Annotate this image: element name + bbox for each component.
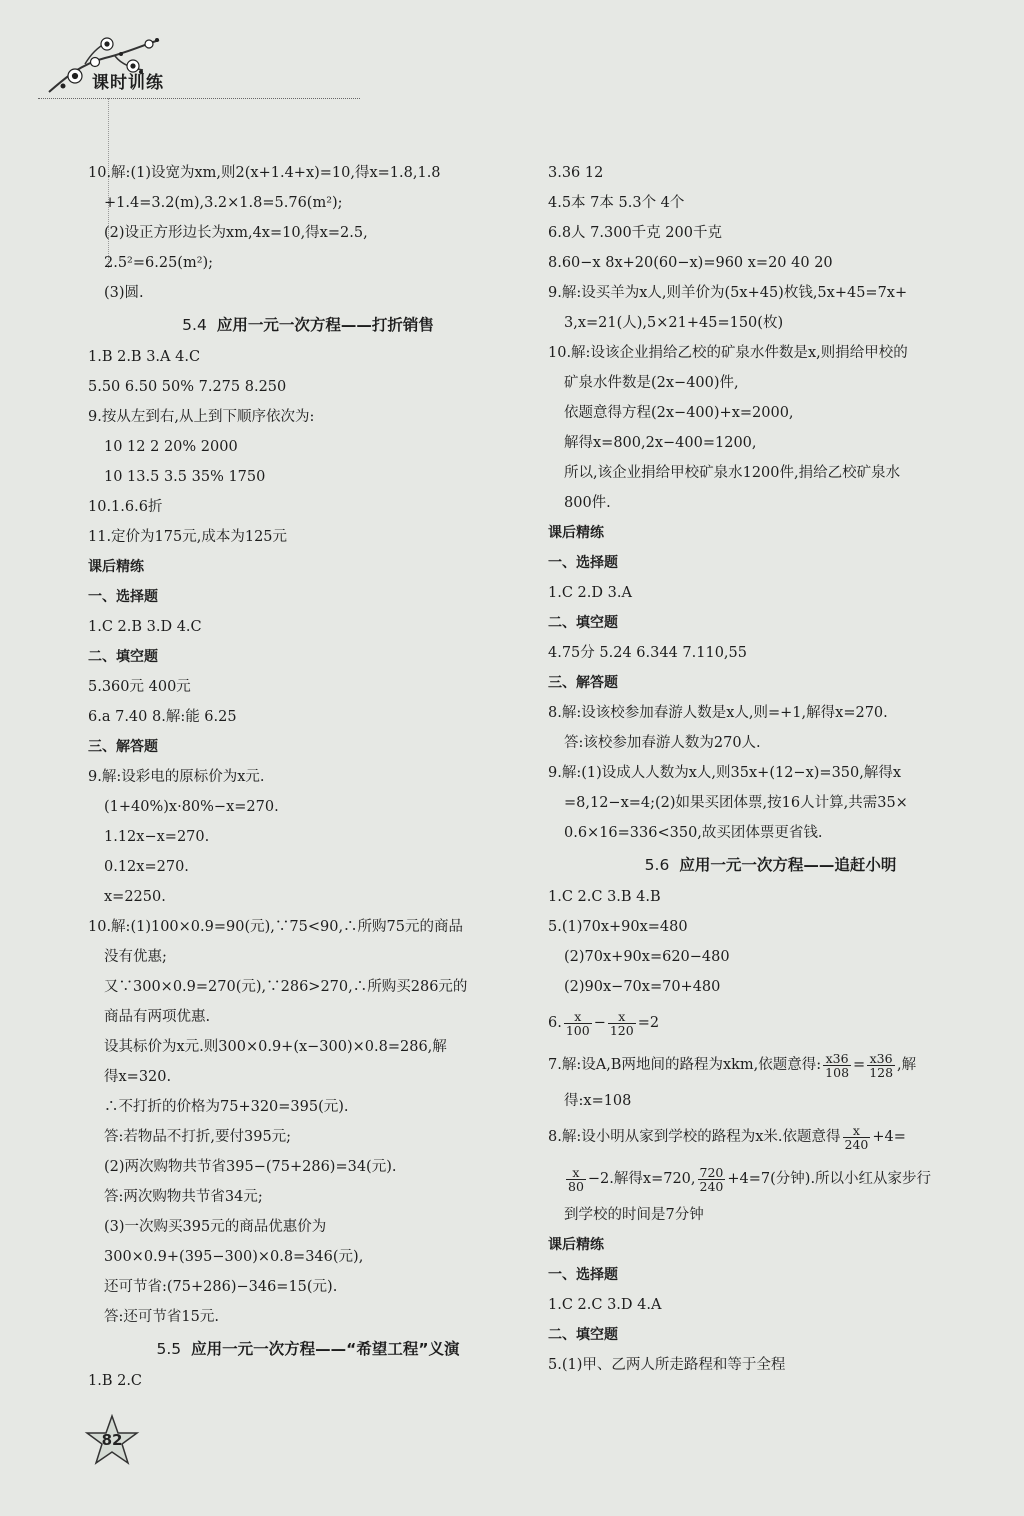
answer-line: 300×0.9+(395−300)×0.8=346(元), [104, 1249, 364, 1265]
answer-line: 10.解:(1)100×0.9=90(元),∵75<90,∴所购75元的商品 [88, 919, 464, 935]
answer-line: 5.50 6.50 50% 7.275 8.250 [88, 379, 287, 395]
section-title: 应用一元一次方程——追赶小明 [679, 856, 897, 874]
answer-line: 1.C 2.D 3.A [548, 585, 632, 601]
answer-line: 10.1.6.6折 [88, 499, 163, 515]
answer-line: 3.36 12 [548, 165, 604, 181]
answer-line: 8.60−x 8x+20(60−x)=960 x=20 40 20 [548, 255, 833, 271]
subheading: 二、填空题 [548, 615, 618, 631]
answer-line: 0.6×16=336<350,故买团体票更省钱. [564, 825, 823, 841]
header-title: 课时训练 [92, 73, 164, 93]
fraction-denominator: 240 [844, 1136, 869, 1152]
answer-line: 8.解:设该校参加春游人数是x人,则=+1,解得x=270. [548, 705, 888, 721]
answer-line: =8,12−x=4;(2)如果买团体票,按16人计算,共需35× [564, 795, 908, 811]
answer-line: 6.a 7.40 8.解:能 6.25 [88, 709, 237, 725]
answer-line: 解得x=800,2x−400=1200, [564, 435, 757, 451]
fraction-denominator: 120 [609, 1022, 634, 1038]
text-fragment: =2 [637, 1015, 660, 1031]
subheading: 课后精练 [88, 559, 144, 575]
answer-line: 1.B 2.B 3.A 4.C [88, 349, 201, 365]
answer-line: 10.解:设该企业捐给乙校的矿泉水件数是x,则捐给甲校的 [548, 345, 908, 361]
answer-line: 1.C 2.B 3.D 4.C [88, 619, 202, 635]
section-heading-5-6 [548, 850, 993, 880]
answer-line: 5.(1)70x+90x=480 [548, 919, 688, 935]
answer-line: 所以,该企业捐给甲校矿泉水1200件,捐给乙校矿泉水 [564, 465, 901, 481]
answer-line: 商品有两项优惠. [104, 1009, 211, 1025]
subheading: 一、选择题 [88, 589, 158, 605]
answer-line: 得x=320. [104, 1069, 172, 1085]
answer-line-fraction [548, 1044, 993, 1086]
answer-line: 到学校的时间是7分钟 [564, 1207, 704, 1223]
answer-line: 9.按从左到右,从上到下顺序依次为: [88, 409, 315, 425]
answer-line: x=2250. [104, 889, 166, 905]
answer-line: 2.5²=6.25(m²); [104, 255, 214, 271]
fraction [698, 1166, 726, 1193]
fraction-numerator: x36 [823, 1052, 851, 1066]
fraction [566, 1166, 586, 1193]
answer-line: 答:若物品不打折,要付395元; [104, 1129, 292, 1145]
text-fragment: −2.解得x=720, [587, 1171, 696, 1187]
answer-line: (2)设正方形边长为xm,4x=10,得x=2.5, [104, 225, 368, 241]
section-number: 5.4 [182, 316, 207, 334]
text-fragment: ,解 [897, 1057, 917, 1073]
text-fragment: +4= [872, 1129, 906, 1145]
answer-line-fraction [548, 1158, 993, 1200]
fraction-numerator: x [608, 1010, 636, 1024]
answer-line: (2)两次购物共节省395−(75+286)=34(元). [104, 1159, 397, 1175]
section-heading-5-4 [88, 310, 528, 340]
answer-line: 4.5本 7本 5.3个 4个 [548, 195, 685, 211]
answer-line: 6.8人 7.300千克 200千克 [548, 225, 722, 241]
section-title: 应用一元一次方程——“希望工程”义演 [191, 1340, 460, 1358]
subheading: 课后精练 [548, 1237, 604, 1253]
answer-line: 答:还可节省15元. [104, 1309, 219, 1325]
text-fragment: 7.解:设A,B两地间的路程为xkm,依题意得: [548, 1057, 822, 1073]
subheading: 二、填空题 [548, 1327, 618, 1343]
text-fragment: +4=7(分钟).所以小红从家步行 [727, 1171, 932, 1187]
subheading: 二、填空题 [88, 649, 158, 665]
fraction-denominator: 100 [565, 1022, 590, 1038]
answer-line: 1.C 2.C 3.B 4.B [548, 889, 661, 905]
fraction-denominator: 108 [825, 1064, 850, 1080]
page-number-badge [84, 1414, 140, 1468]
answer-line: 3,x=21(人),5×21+45=150(枚) [564, 315, 784, 331]
subheading: 一、选择题 [548, 1267, 618, 1283]
section-heading-5-5 [88, 1334, 528, 1364]
answer-line: 9.解:设彩电的原标价为x元. [88, 769, 265, 785]
answer-line: 1.C 2.C 3.D 4.A [548, 1297, 662, 1313]
answer-line: +1.4=3.2(m),3.2×1.8=5.76(m²); [104, 195, 343, 211]
answer-line: 0.12x=270. [104, 859, 189, 875]
text-fragment: = [853, 1057, 866, 1073]
subheading: 一、选择题 [548, 555, 618, 571]
text-fragment: 8.解:设小明从家到学校的路程为x米.依题意得 [548, 1129, 841, 1145]
right-column [548, 158, 993, 1380]
answer-line: (1+40%)x·80%−x=270. [104, 799, 279, 815]
text-fragment: − [593, 1015, 606, 1031]
answer-line: 5.360元 400元 [88, 679, 191, 695]
fraction [564, 1010, 592, 1037]
fraction-numerator: 720 [699, 1164, 724, 1180]
answer-line: 5.(1)甲、乙两人所走路程和等于全程 [548, 1357, 786, 1373]
fraction-numerator: x [564, 1010, 592, 1024]
answer-line: 9.解:(1)设成人人数为x人,则35x+(12−x)=350,解得x [548, 765, 902, 781]
fraction [823, 1052, 851, 1079]
section-number: 5.6 [644, 856, 670, 874]
fraction-denominator: 240 [699, 1178, 724, 1194]
answer-line: (3)一次购买395元的商品优惠价为 [104, 1219, 327, 1235]
answer-line: 10 12 2 20% 2000 [104, 439, 238, 455]
answer-line: 答:该校参加春游人数为270人. [564, 735, 761, 751]
subheading: 课后精练 [548, 525, 604, 541]
answer-line: (2)90x−70x=70+480 [564, 979, 721, 995]
fraction-numerator: x36 [867, 1052, 895, 1066]
answer-line: 1.B 2.C [88, 1373, 143, 1389]
fraction [867, 1052, 895, 1079]
answer-line: (3)圆. [104, 285, 144, 301]
text-fragment: 6. [548, 1015, 562, 1031]
fraction-denominator: 128 [869, 1064, 894, 1080]
header-rule [38, 98, 360, 99]
left-column [88, 158, 528, 1396]
answer-line: ∴不打折的价格为75+320=395(元). [104, 1099, 349, 1115]
answer-line: 4.75分 5.24 6.344 7.110,55 [548, 645, 747, 661]
section-title: 应用一元一次方程——打折销售 [216, 316, 434, 334]
page-header [30, 28, 360, 106]
answer-line: 10 13.5 3.5 35% 1750 [104, 469, 266, 485]
section-number: 5.5 [156, 1340, 182, 1358]
answer-line: (2)70x+90x=620−480 [564, 949, 730, 965]
answer-line: 依题意得方程(2x−400)+x=2000, [564, 405, 794, 421]
fraction [843, 1124, 871, 1151]
answer-line: 1.12x−x=270. [104, 829, 210, 845]
answer-line: 又∵300×0.9=270(元),∵286>270,∴所购买286元的 [104, 979, 468, 995]
subheading: 三、解答题 [548, 675, 618, 691]
answer-line: 答:两次购物共节省34元; [104, 1189, 263, 1205]
answer-line: 还可节省:(75+286)−346=15(元). [104, 1279, 338, 1295]
answer-line: 10.解:(1)设宽为xm,则2(x+1.4+x)=10,得x=1.8,1.8 [88, 165, 441, 181]
answer-line: 800件. [564, 495, 611, 511]
fraction-numerator: x [843, 1124, 871, 1138]
page-number: 82 [101, 1431, 123, 1449]
fraction-numerator: x [566, 1166, 586, 1180]
subheading: 三、解答题 [88, 739, 158, 755]
answer-line-fraction [548, 1116, 993, 1158]
answer-line-fraction [548, 1002, 993, 1044]
answer-line: 没有优惠; [104, 949, 167, 965]
fraction [608, 1010, 636, 1037]
fraction-denominator: 80 [568, 1178, 584, 1194]
answer-line: 得:x=108 [564, 1093, 632, 1109]
answer-line: 9.解:设买羊为x人,则羊价为(5x+45)枚钱,5x+45=7x+ [548, 285, 908, 301]
answer-line: 矿泉水件数是(2x−400)件, [564, 375, 739, 391]
answer-line: 设其标价为x元.则300×0.9+(x−300)×0.8=286,解 [104, 1039, 447, 1055]
answer-line: 11.定价为175元,成本为125元 [88, 529, 288, 545]
